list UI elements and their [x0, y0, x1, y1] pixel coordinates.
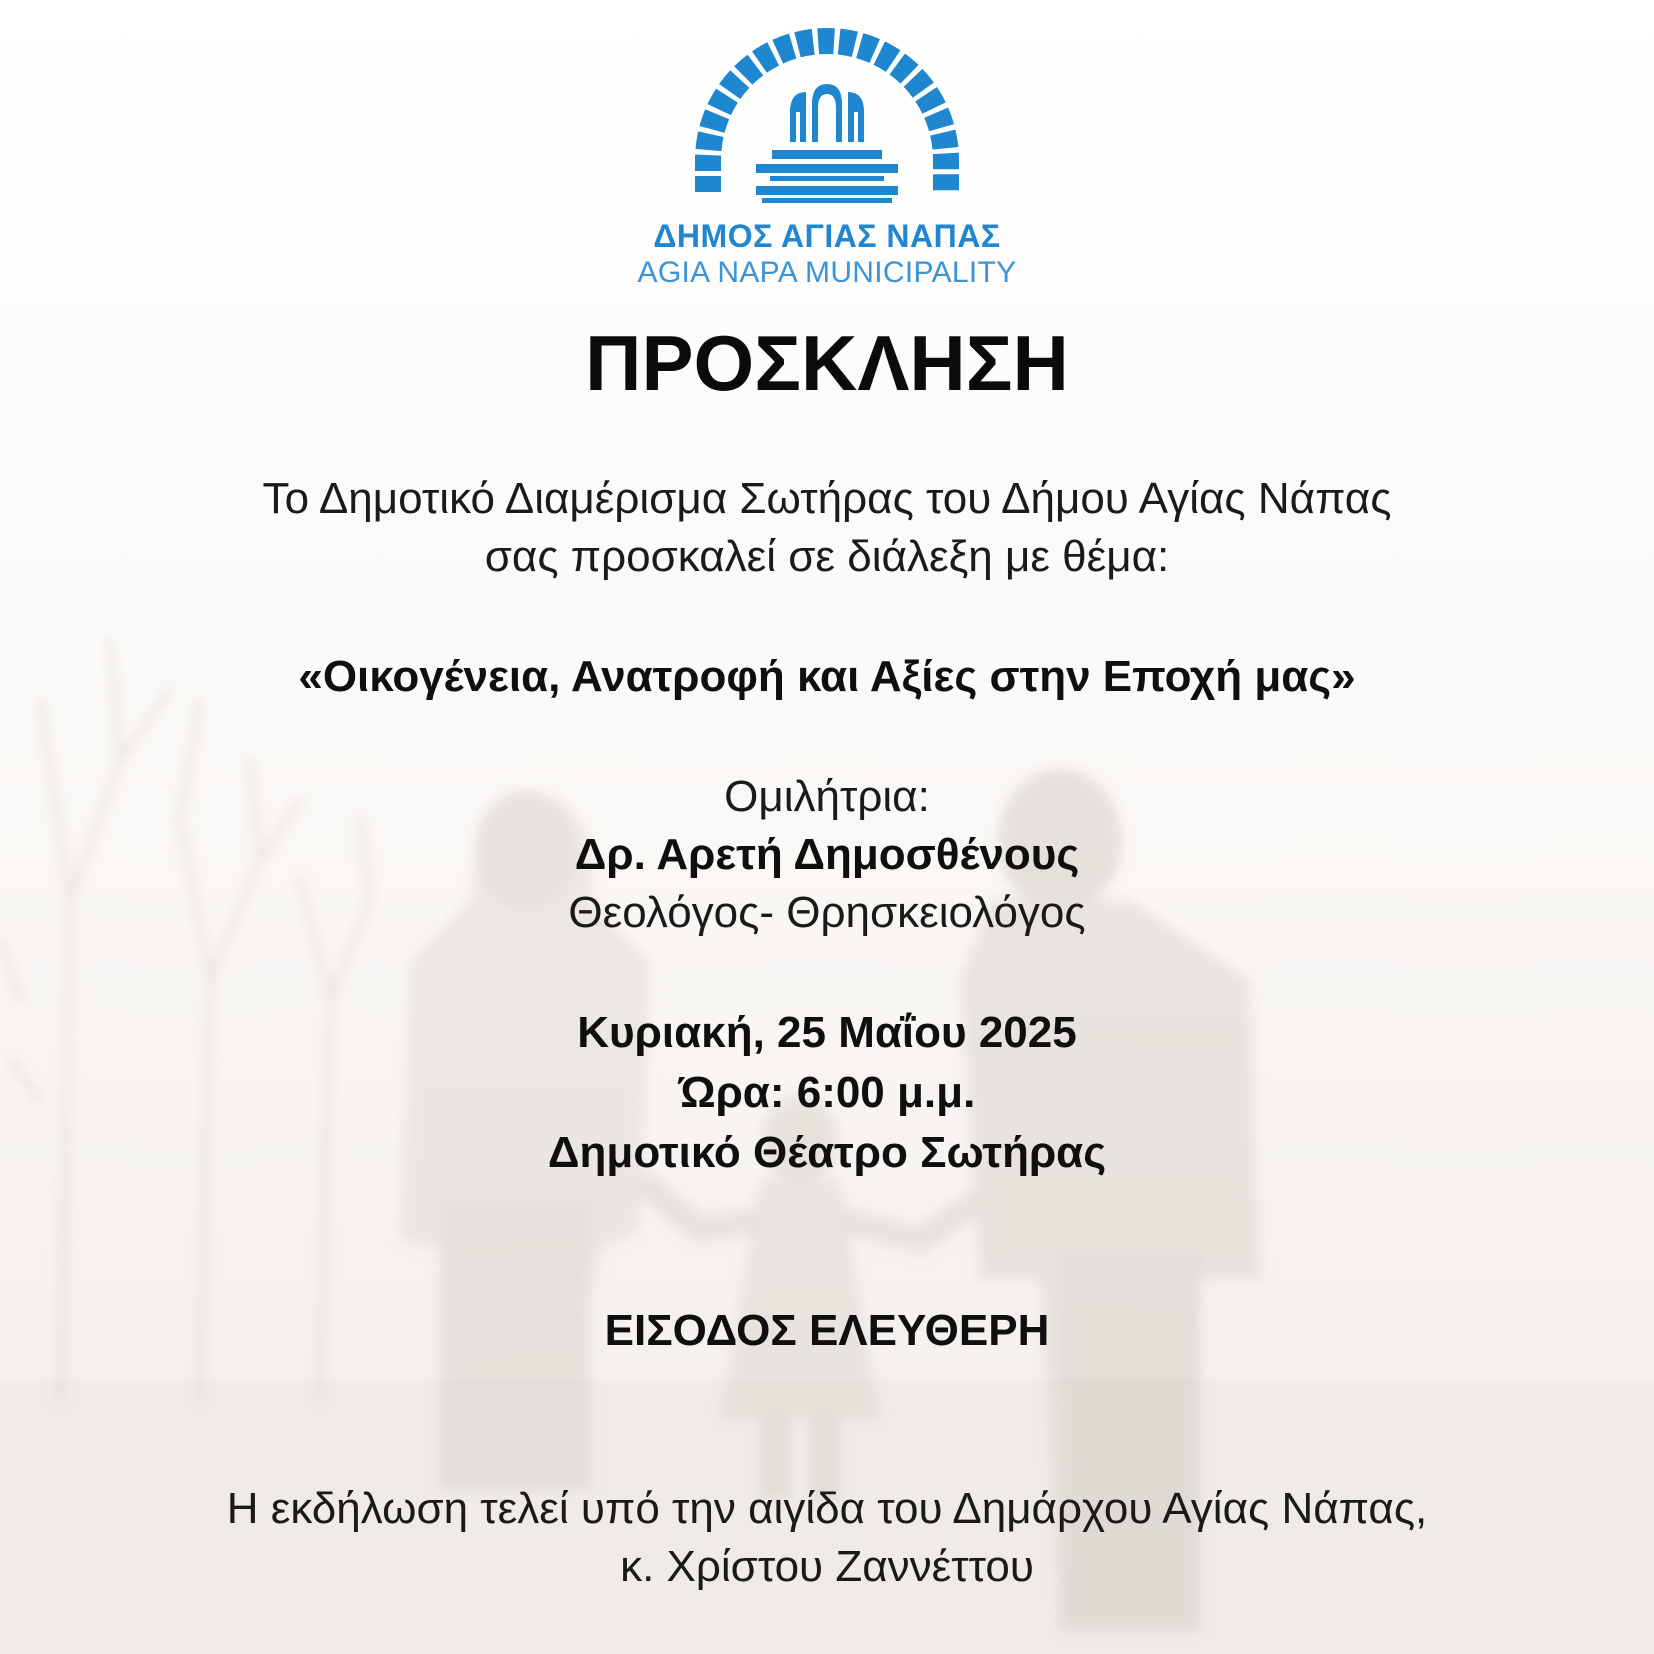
- event-date: Κυριακή, 25 Μαΐου 2025: [577, 1008, 1077, 1057]
- lecture-topic: «Οικογένεια, Ανατροφή και Αξίες στην Εποχή μας»: [298, 652, 1356, 701]
- intro-line-1: Το Δημοτικό Διαμέρισμα Σωτήρας του Δήμου Αγίας Νάπας: [262, 474, 1392, 523]
- municipality-name-english: AGIA NAPA MUNICIPALITY: [637, 256, 1017, 289]
- speaker-name: Δρ. Αρετή Δημοσθένους: [574, 830, 1080, 879]
- fountain-icon: [756, 84, 898, 203]
- municipality-name-greek: ΔΗΜΟΣ ΑΓΙΑΣ ΝΑΠΑΣ: [653, 218, 1001, 254]
- speaker-label: Ομιλήτρια:: [724, 772, 930, 821]
- intro-line-2: σας προσκαλεί σε διάλεξη με θέμα:: [484, 532, 1170, 581]
- footer-line-1: Η εκδήλωση τελεί υπό την αιγίδα του Δημάρχου Αγίας Νάπας,: [226, 1484, 1428, 1533]
- event-time: Ώρα: 6:00 μ.μ.: [678, 1068, 976, 1117]
- footer-line-2: κ. Χρίστου Ζαννέττου: [620, 1542, 1034, 1591]
- free-entry-notice: ΕΙΣΟΔΟΣ ΕΛΕΥΘΕΡΗ: [604, 1306, 1050, 1355]
- invitation-title: ΠΡΟΣΚΛΗΣΗ: [585, 319, 1069, 407]
- speaker-role: Θεολόγος- Θρησκειολόγος: [568, 888, 1086, 937]
- event-venue: Δημοτικό Θέατρο Σωτήρας: [547, 1128, 1107, 1177]
- municipality-logo: [0, 0, 1654, 300]
